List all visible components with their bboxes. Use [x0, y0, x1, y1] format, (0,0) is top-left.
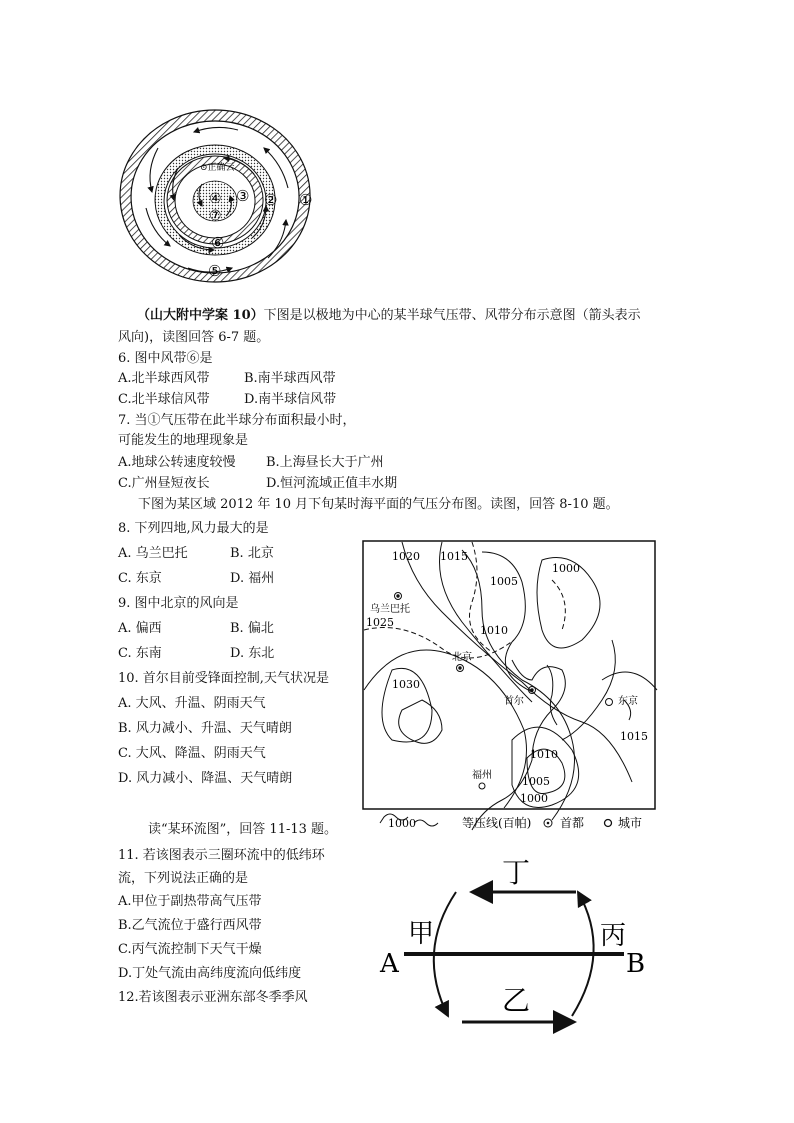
q10-option-a: A. 大风、升温、阴雨天气	[118, 696, 266, 711]
q8-stem: 8. 下列四地,风力最大的是	[118, 521, 269, 536]
q9-option-c: C. 东南	[118, 646, 162, 661]
q10-option-c: C. 大风、降温、阴雨天气	[118, 746, 266, 761]
legend-isobar-text: 等压线(百帕)	[462, 816, 532, 830]
q9-option-b: B. 偏北	[230, 621, 274, 636]
city-tokyo: 东京	[618, 696, 638, 707]
intro-text: 下图是以极地为中心的某半球气压带、风带分布示意图（箭头表示	[263, 308, 641, 323]
q11-option-b: B.乙气流位于盛行西风带	[118, 918, 262, 933]
isobar-label: 1030	[392, 678, 420, 691]
q11-option-c: C.丙气流控制下天气干燥	[118, 942, 262, 957]
legend-isobar-sample: 1000	[388, 817, 416, 830]
q10-option-d: D. 风力减小、降温、天气晴朗	[118, 771, 293, 786]
q7-option-a: A.地球公转速度较慢	[118, 455, 236, 470]
city-fuzhou: 福州	[472, 770, 492, 781]
pressure-wind-belt-diagram	[118, 108, 320, 298]
isobar-label: 1015	[620, 730, 648, 743]
label-bing: 丙	[600, 921, 627, 951]
source-tag: （山大附中学案 10）	[137, 308, 264, 323]
isobar-label: 1010	[530, 748, 558, 761]
legend-capital-text: 首都	[560, 816, 585, 830]
label-A: A	[380, 949, 399, 979]
isobar-label: 1005	[522, 775, 550, 788]
q7-option-d: D.恒河流域正值丰水期	[266, 476, 398, 491]
intro-8-10: 下图为某区域 2012 年 10 月下旬某时海平面的气压分布图。读图，回答 8-10 题。	[138, 497, 619, 512]
label-yi: 乙	[502, 984, 531, 1017]
label-B: B	[626, 949, 646, 979]
city-seoul: 首尔	[504, 696, 524, 707]
label-4: ④	[209, 191, 222, 207]
city-beijing: 北京	[452, 652, 472, 663]
legend-city-text: 城市	[618, 816, 643, 830]
q11-stem-line1: 11. 若该图表示三圈环流中的低纬环	[118, 848, 325, 863]
isobar-label: 1015	[440, 550, 468, 563]
q6-option-a: A.北半球西风带	[118, 371, 210, 386]
isobar-label: 1000	[520, 792, 548, 805]
q6-option-c: C.北半球信风带	[118, 392, 210, 407]
map-legend	[380, 814, 642, 830]
q8-option-d: D. 福州	[230, 571, 275, 586]
q6-stem: 6. 图中风带⑥是	[118, 351, 213, 366]
intro-11-13: 读“某环流图”，回答 11-13 题。	[148, 822, 338, 837]
label-ding: 丁	[502, 856, 531, 889]
q9-option-a: A. 偏西	[118, 621, 162, 636]
q11-option-a: A.甲位于副热带高气压带	[118, 894, 262, 909]
q7-stem-line2: 可能发生的地理现象是	[118, 433, 249, 448]
q11-option-d: D.丁处气流由高纬度流向低纬度	[118, 966, 302, 981]
label-2: ②	[264, 191, 278, 209]
label-6: ⑥	[211, 234, 225, 252]
isobar-label: 1025	[366, 616, 394, 629]
intro-6-7-line1	[137, 307, 641, 325]
q8-option-b: B. 北京	[230, 546, 274, 561]
q8-option-c: C. 东京	[118, 571, 162, 586]
city-ulaanbaatar: 乌兰巴托	[370, 604, 410, 615]
q8-option-a: A. 乌兰巴托	[118, 546, 188, 561]
q12-stem: 12.若该图表示亚洲东部冬季季风	[118, 990, 308, 1005]
q10-stem: 10. 首尔目前受锋面控制,天气状况是	[118, 671, 329, 686]
isobar-label: 1010	[480, 624, 508, 637]
pressure-map	[362, 540, 658, 832]
label-jia: 甲	[408, 919, 435, 949]
label-5: ⑤	[208, 262, 222, 280]
q9-stem: 9. 图中北京的风向是	[118, 596, 239, 611]
label-3: ③	[236, 187, 250, 205]
q7-option-c: C.广州昼短夜长	[118, 476, 210, 491]
q7-stem-line1: 7. 当①气压带在此半球分布面积最小时，	[118, 413, 356, 428]
q10-option-b: B. 风力减小、升温、天气晴朗	[118, 721, 292, 736]
isobar-label: 1005	[490, 575, 518, 588]
isobar-label: 1000	[552, 562, 580, 575]
circulation-diagram	[378, 842, 650, 1034]
q6-option-b: B.南半球西风带	[244, 371, 336, 386]
label-7: ⑦	[209, 208, 222, 224]
center-label: ⊙正确云	[200, 163, 235, 173]
intro-6-7-line2: 风向)，读图回答 6-7 题。	[118, 330, 270, 345]
q6-option-d: D.南半球信风带	[244, 392, 337, 407]
q9-option-d: D. 东北	[230, 646, 275, 661]
q7-option-b: B.上海昼长大于广州	[266, 455, 384, 470]
label-1: ①	[299, 191, 313, 209]
q11-stem-line2: 流，下列说法正确的是	[118, 871, 249, 886]
isobar-label: 1020	[392, 550, 420, 563]
